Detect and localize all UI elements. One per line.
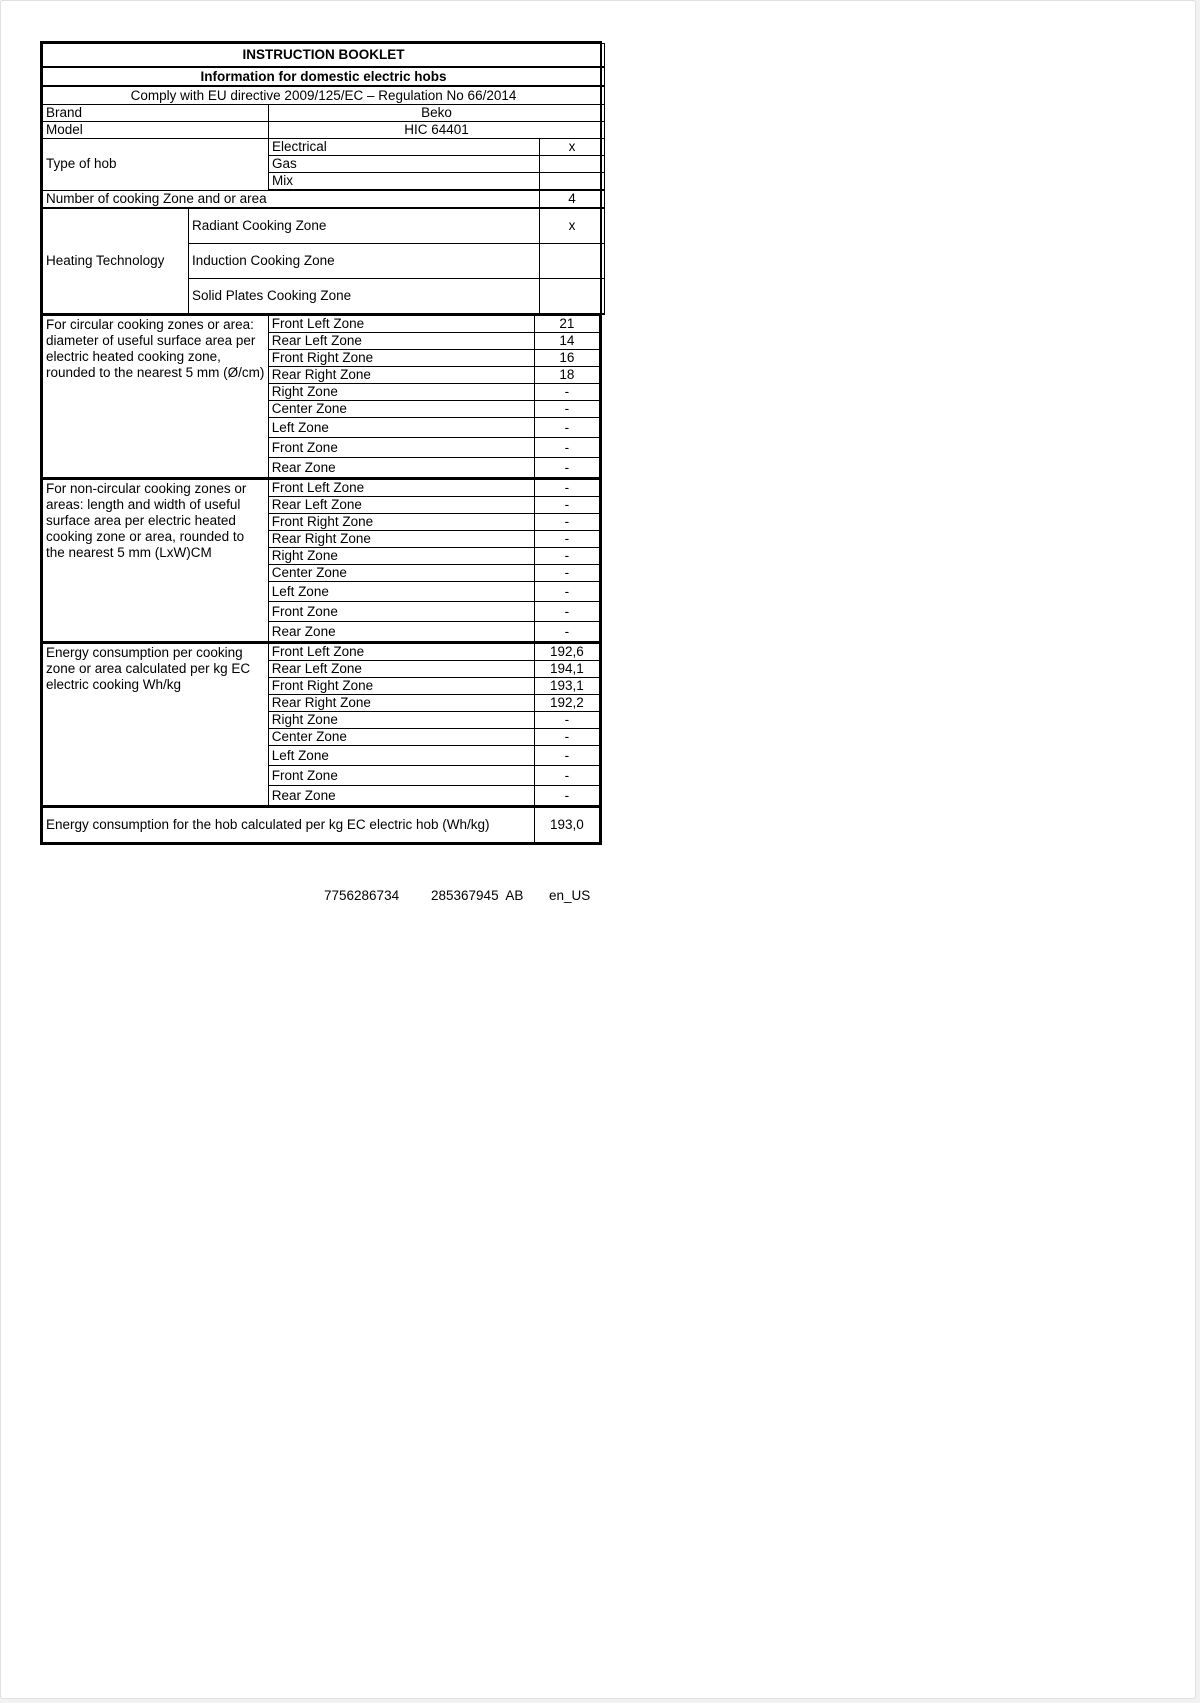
noncircular-zones-section xyxy=(42,479,600,643)
section-label: For non-circular cooking zones or areas: length and width of useful surface area per electric heated cooking zone or area, rounded to the nearest 5 mm (LxW)CM xyxy=(43,480,269,643)
zone-value: - xyxy=(534,531,599,548)
zone-value: - xyxy=(534,746,599,766)
hob-type-name: Gas xyxy=(269,156,540,173)
total-energy-value: 193,0 xyxy=(534,808,599,843)
zone-name: Rear Zone xyxy=(268,786,534,807)
zone-name: Rear Right Zone xyxy=(268,531,534,548)
zone-name: Rear Zone xyxy=(268,458,534,479)
energy-zones-section xyxy=(42,643,600,807)
heating-type-name: Solid Plates Cooking Zone xyxy=(189,279,540,315)
brand-label: Brand xyxy=(43,105,269,122)
zone-value: - xyxy=(534,458,599,479)
zones-count-label: Number of cooking Zone and or area xyxy=(43,190,540,208)
hob-type-value: x xyxy=(540,139,605,156)
document-locale: en_US xyxy=(549,888,591,903)
hob-type-value xyxy=(540,173,605,191)
zone-value: - xyxy=(534,766,599,786)
zone-value: 18 xyxy=(534,367,599,384)
zone-name: Left Zone xyxy=(268,418,534,438)
zone-name: Right Zone xyxy=(268,384,534,401)
zone-name: Front Left Zone xyxy=(268,316,534,333)
zone-name: Rear Left Zone xyxy=(268,661,534,678)
zone-name: Left Zone xyxy=(268,746,534,766)
zone-name: Front Left Zone xyxy=(268,480,534,497)
circular-zones-section xyxy=(42,315,600,479)
booklet-title: INSTRUCTION BOOKLET xyxy=(43,44,605,68)
hob-type-value xyxy=(540,156,605,173)
zone-value: 194,1 xyxy=(534,661,599,678)
zone-value: 14 xyxy=(534,333,599,350)
heating-type-value xyxy=(540,279,605,315)
heating-type-name: Induction Cooking Zone xyxy=(189,244,540,279)
zone-name: Front Zone xyxy=(268,438,534,458)
zone-name: Front Right Zone xyxy=(268,514,534,531)
model-label: Model xyxy=(43,122,269,139)
zone-value: 192,2 xyxy=(534,695,599,712)
zone-name: Front Zone xyxy=(268,766,534,786)
zone-name: Right Zone xyxy=(268,712,534,729)
zone-value: 192,6 xyxy=(534,644,599,661)
zone-value: - xyxy=(534,565,599,582)
heating-type-value xyxy=(540,244,605,279)
zone-value: - xyxy=(534,602,599,622)
zone-value: - xyxy=(534,786,599,807)
zone-name: Center Zone xyxy=(268,401,534,418)
zone-value: 193,1 xyxy=(534,678,599,695)
zone-name: Center Zone xyxy=(268,565,534,582)
zone-value: - xyxy=(534,497,599,514)
zone-name: Left Zone xyxy=(268,582,534,602)
zone-value: - xyxy=(534,480,599,497)
zone-name: Front Right Zone xyxy=(268,350,534,367)
instruction-booklet-table xyxy=(40,41,602,845)
zone-value: - xyxy=(534,712,599,729)
zone-name: Right Zone xyxy=(268,548,534,565)
zone-name: Rear Right Zone xyxy=(268,695,534,712)
hob-type-name: Electrical xyxy=(269,139,540,156)
brand-value: Beko xyxy=(269,105,605,122)
booklet-subtitle: Information for domestic electric hobs xyxy=(43,67,605,86)
document-code: 7756286734 xyxy=(324,888,400,903)
zone-value: - xyxy=(534,729,599,746)
zone-value: - xyxy=(534,438,599,458)
directive-text: Comply with EU directive 2009/125/EC – Regulation No 66/2014 xyxy=(43,86,605,105)
hob-type-name: Mix xyxy=(269,173,540,191)
zone-value: 16 xyxy=(534,350,599,367)
zones-count-value: 4 xyxy=(540,190,605,208)
zone-value: - xyxy=(534,418,599,438)
zone-value: - xyxy=(534,548,599,565)
zone-name: Rear Left Zone xyxy=(268,497,534,514)
zone-value: - xyxy=(534,622,599,643)
section-label: For circular cooking zones or area: diameter of useful surface area per electric heated cooking zone, rounded to the nearest 5 mm (Ø/cm) xyxy=(43,316,269,479)
zone-name: Front Zone xyxy=(268,602,534,622)
document-revision: 285367945 AB xyxy=(431,888,524,903)
zone-name: Front Left Zone xyxy=(268,644,534,661)
zone-name: Front Right Zone xyxy=(268,678,534,695)
zone-name: Center Zone xyxy=(268,729,534,746)
zone-name: Rear Left Zone xyxy=(268,333,534,350)
model-value: HIC 64401 xyxy=(269,122,605,139)
heating-technology-label: Heating Technology xyxy=(43,208,189,314)
heating-type-value: x xyxy=(540,208,605,244)
section-label: Energy consumption per cooking zone or area calculated per kg EC electric cooking Wh/kg xyxy=(43,644,269,807)
zone-name: Rear Right Zone xyxy=(268,367,534,384)
heating-type-name: Radiant Cooking Zone xyxy=(189,208,540,244)
zone-name: Rear Zone xyxy=(268,622,534,643)
zone-value: - xyxy=(534,582,599,602)
zone-value: - xyxy=(534,401,599,418)
zone-value: 21 xyxy=(534,316,599,333)
hob-type-label: Type of hob xyxy=(43,139,269,191)
zone-value: - xyxy=(534,514,599,531)
zone-value: - xyxy=(534,384,599,401)
total-energy-label: Energy consumption for the hob calculated per kg EC electric hob (Wh/kg) xyxy=(43,808,535,843)
